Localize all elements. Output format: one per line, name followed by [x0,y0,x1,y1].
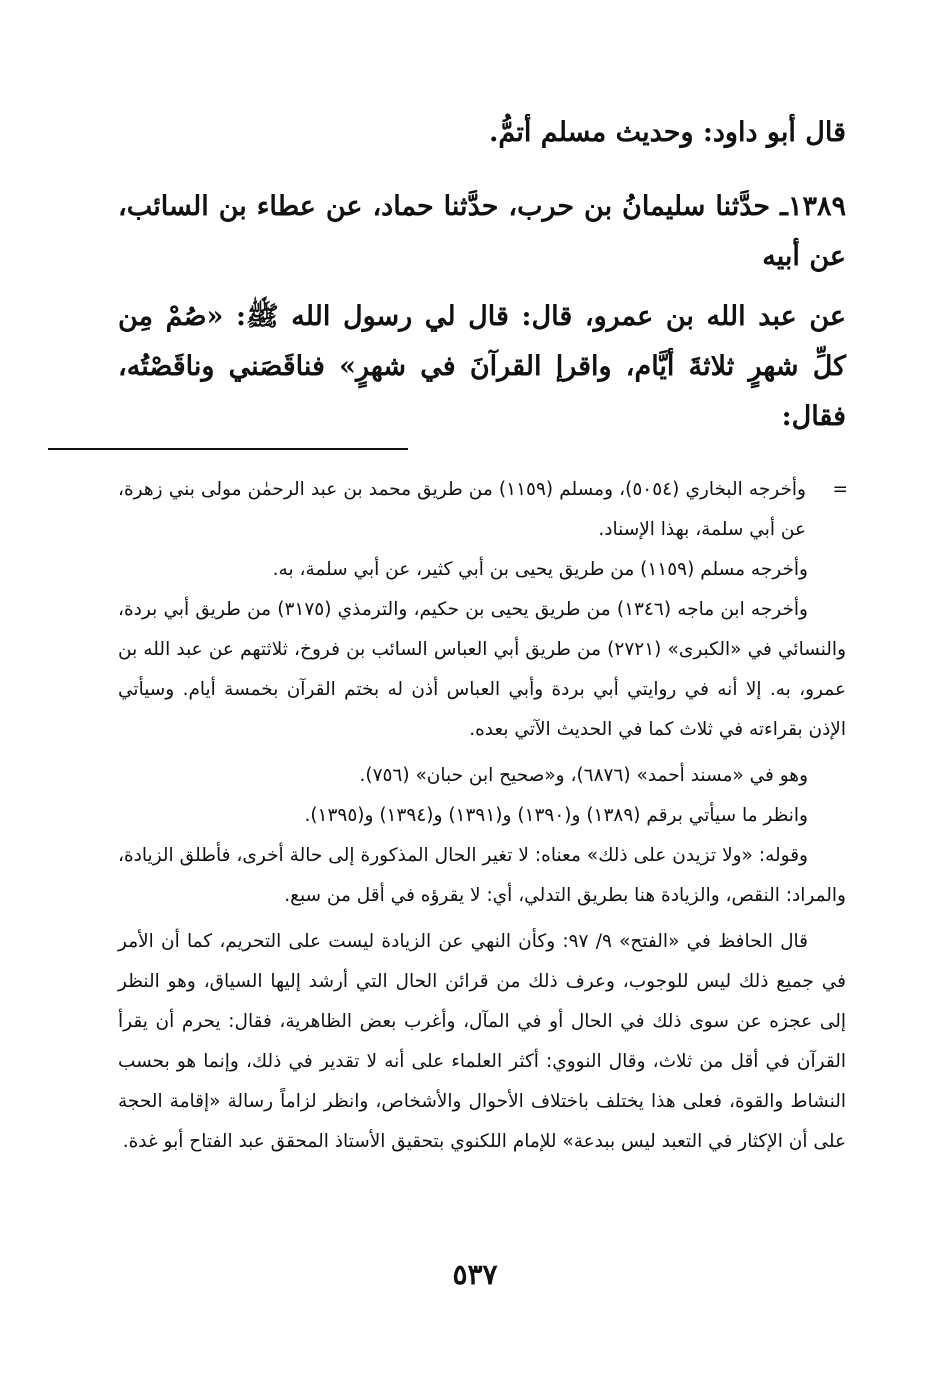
page-number: ٥٣٧ [452,1258,498,1291]
footnote-first [118,470,846,550]
footnote-paragraph: وهو في «مسند أحمد» (٦٨٧٦)، و«صحيح ابن حبان» (٧٥٦). [359,765,808,786]
footnote-divider [48,448,408,450]
page-body [118,108,846,1162]
main-text [118,108,846,442]
footnote-paragraph: وأخرجه البخاري (٥٠٥٤)، ومسلم (١١٥٩) من طريق محمد بن عبد الرحمٰن مولى بني زهرة، عن أبي سلمة، بهذا الإسناد. [118,479,806,540]
footnotes [118,470,846,1162]
hadith-text: عن عبد الله بن عمرو، قال: قال لي رسول الله ﷺ: «صُمْ مِن كلِّ شهرٍ ثلاثةَ أيَّام، واقرإ القرآنَ في شهرٍ» فناقَصَني وناقَصْتُه، فقال: [118,301,846,432]
footnote-paragraph: قال الحافظ في «الفتح» ٩/ ٩٧: وكأن النهي عن الزيادة ليست على التحريم، كما أن الأمر في جميع ذلك ليس للوجوب، وعرف ذلك من قرائن الحال التي أرشد إليها السياق، وهو النظر إلى عجزه عن سوى ذلك في الحال أو في المآل، وأغرب بعض الظاهرية، فقال: يحرم أن يقرأ القرآن في أقل من ثلاث، وقال النووي: أكثر العلماء على أنه لا تقدير في ذلك، وإنما هو بحسب النشاط والقوة، فعلى هذا يختلف باختلاف الأحوال والأشخاص، وانظر لزاماً رسالة «إقامة الحجة على أن الإكثار في التعبد ليس ببدعة» للإمام اللكنوي بتحقيق الأستاذ المحقق عبد الفتاح أبو غدة. [118,931,846,1152]
footnote-paragraph: وانظر ما سيأتي برقم (١٣٨٩) و(١٣٩٠) و(١٣٩١) و(١٣٩٤) و(١٣٩٥). [304,805,808,826]
footnote-paragraph: وقوله: «ولا تزيدن على ذلك» معناه: لا تغير الحال المذكورة إلى حالة أخرى، فأطلق الزيادة، والمراد: النقص، والزيادة هنا بطريق التدلي، أي: لا يقرؤه في أقل من سبع. [118,845,846,906]
main-heading: قال أبو داود: وحديث مسلم أتمُّ. [488,117,846,148]
footnote-paragraph: وأخرجه مسلم (١١٥٩) من طريق يحيى بن أبي كثير، عن أبي سلمة، به. [272,559,808,580]
hadith-chain: ١٣٨٩ـ حدَّثنا سليمانُ بن حرب، حدَّثنا حماد، عن عطاء بن السائب، عن أبيه [118,191,846,272]
continuation-mark: = [832,479,848,500]
footnote-paragraph: وأخرجه ابن ماجه (١٣٤٦) من طريق يحيى بن حكيم، والترمذي (٣١٧٥) من طريق أبي بردة، والنسائي في «الكبرى» (٢٧٢١) من طريق أبي العباس السائب بن فروخ، ثلاثتهم عن عبد الله بن عمرو، به. إلا أنه في روايتي أبي بردة وأبي العباس أذن له بختم القرآن بخمسة أيام. وسيأتي الإذن بقراءته في ثلاث كما في الحديث الآتي بعده. [118,599,847,740]
